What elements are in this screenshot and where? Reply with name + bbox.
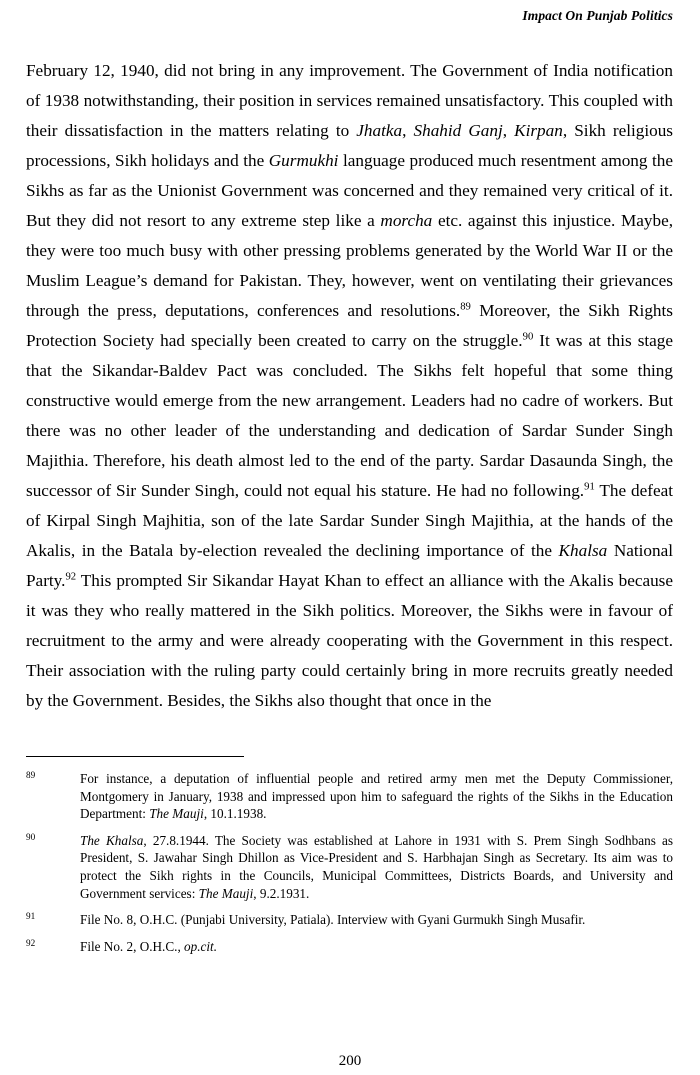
footnote-reference-marker: 91 (584, 481, 595, 493)
footnote-reference-marker: 90 (522, 331, 534, 343)
footnote-entry (26, 911, 673, 929)
italic-run: morcha (380, 211, 433, 230)
text-run: , (502, 121, 515, 140)
text-run: , 27.8.1944. The Society was established at Lahore in 1931 with S. Prem Singh Sodhbans as President, S. Jawahar Singh Dhillon as Vice-President and S. Harbhajan Singh as Secretary. Its aim was to protect the Sikh rights in the Councils, Municipal Committees, Districts Boards, and University and Government services: (80, 832, 674, 901)
footnote-number: 92 (26, 937, 36, 948)
text-run: Moreover, the Sikh Rights Protection Society had specially been created to carry on the struggle. (26, 301, 673, 350)
footnote-text (80, 770, 673, 823)
italic-run: Khalsa (558, 541, 608, 560)
text-run: etc. against this injustice. Maybe, they were too much busy with other pressing problems generated by the World War II or the Muslim League’s demand for Pakistan. They, however, went on ventilating their grievances through the press, deputations, conferences and resolutions. (26, 211, 673, 320)
footnote-number: 90 (26, 831, 36, 842)
text-run: File No. 8, O.H.C. (Punjabi University, Patiala). Interview with Gyani Gurmukh Singh Musafir. (80, 912, 586, 928)
footnote-reference-marker: 92 (65, 571, 77, 583)
footnote-text (80, 938, 673, 956)
footnote-separator-rule (26, 756, 244, 757)
body-text-block (26, 56, 673, 716)
text-run: For instance, a deputation of influential people and retired army men met the Deputy Commissioner, Montgomery in January, 1938 and impressed upon him to safeguard the rights of the Sikhs in the Education Department: (80, 771, 673, 822)
italic-run: op.cit. (184, 938, 218, 954)
running-header-title: Impact On Punjab Politics (522, 8, 673, 23)
footnotes-block (26, 770, 673, 955)
italic-run: The Khalsa (80, 832, 144, 848)
italic-run: Gurmukhi (268, 151, 339, 170)
text-run: , (402, 121, 414, 140)
text-run: , 9.2.1931. (253, 885, 310, 901)
footnote-text (80, 832, 673, 902)
text-run: It was at this stage that the Sikandar-Baldev Pact was concluded. The Sikhs felt hopeful that some thing constructive would emerge from the new arrangement. Leaders had no cadre of workers. But there was no other leader of the understanding and dedication of Sardar Sunder Singh Majithia. Therefore, his death almost led to the end of the party. Sardar Dasaunda Singh, the successor of Sir Sunder Singh, could not equal his stature. He had no following. (26, 331, 674, 500)
text-run: National Party. (26, 541, 673, 590)
text-run: File No. 2, O.H.C., (80, 938, 185, 954)
footnote-entry (26, 832, 673, 902)
text-run: language produced much resentment among the Sikhs as far as the Unionist Government was concerned and they remained very critical of it. But they did not resort to any extreme step like a (26, 151, 674, 230)
italic-run: Jhatka (356, 121, 403, 140)
italic-run: The Mauji (198, 885, 254, 901)
text-run: , Sikh religious processions, Sikh holidays and the (26, 121, 673, 170)
footnote-reference-marker: 89 (460, 301, 471, 313)
italic-run: Shahid Ganj (413, 121, 503, 140)
body-paragraph (26, 56, 673, 716)
italic-run: Kirpan (514, 121, 563, 140)
footnote-text (80, 911, 673, 929)
footnote-entry (26, 770, 673, 823)
text-run: This prompted Sir Sikandar Hayat Khan to effect an alliance with the Akalis because it was they who really mattered in the Sikh politics. Moreover, the Sikhs were in favour of recruitment to the army and were already cooperating with the Government in this respect. Their association with the ruling party could certainly bring in more recruits greatly needed by the Government. Besides, the Sikhs also thought that once in the (26, 571, 673, 710)
footnote-number: 89 (26, 770, 36, 780)
text-run: February 12, 1940, did not bring in any improvement. The Government of India notification of 1938 notwithstanding, their position in services remained unsatisfactory. This coupled with their dissatisfaction in the matters relating to (26, 61, 673, 140)
text-run: , 10.1.1938. (203, 806, 267, 822)
italic-run: The Mauji (149, 806, 204, 822)
text-run: The defeat of Kirpal Singh Majhitia, son of the late Sardar Sunder Singh Majithia, at the hands of the Akalis, in the Batala by-election revealed the declining importance of the (26, 481, 674, 560)
footnote-number: 91 (26, 911, 36, 922)
footnote-entry (26, 938, 673, 956)
page-number: 200 (338, 1053, 362, 1069)
